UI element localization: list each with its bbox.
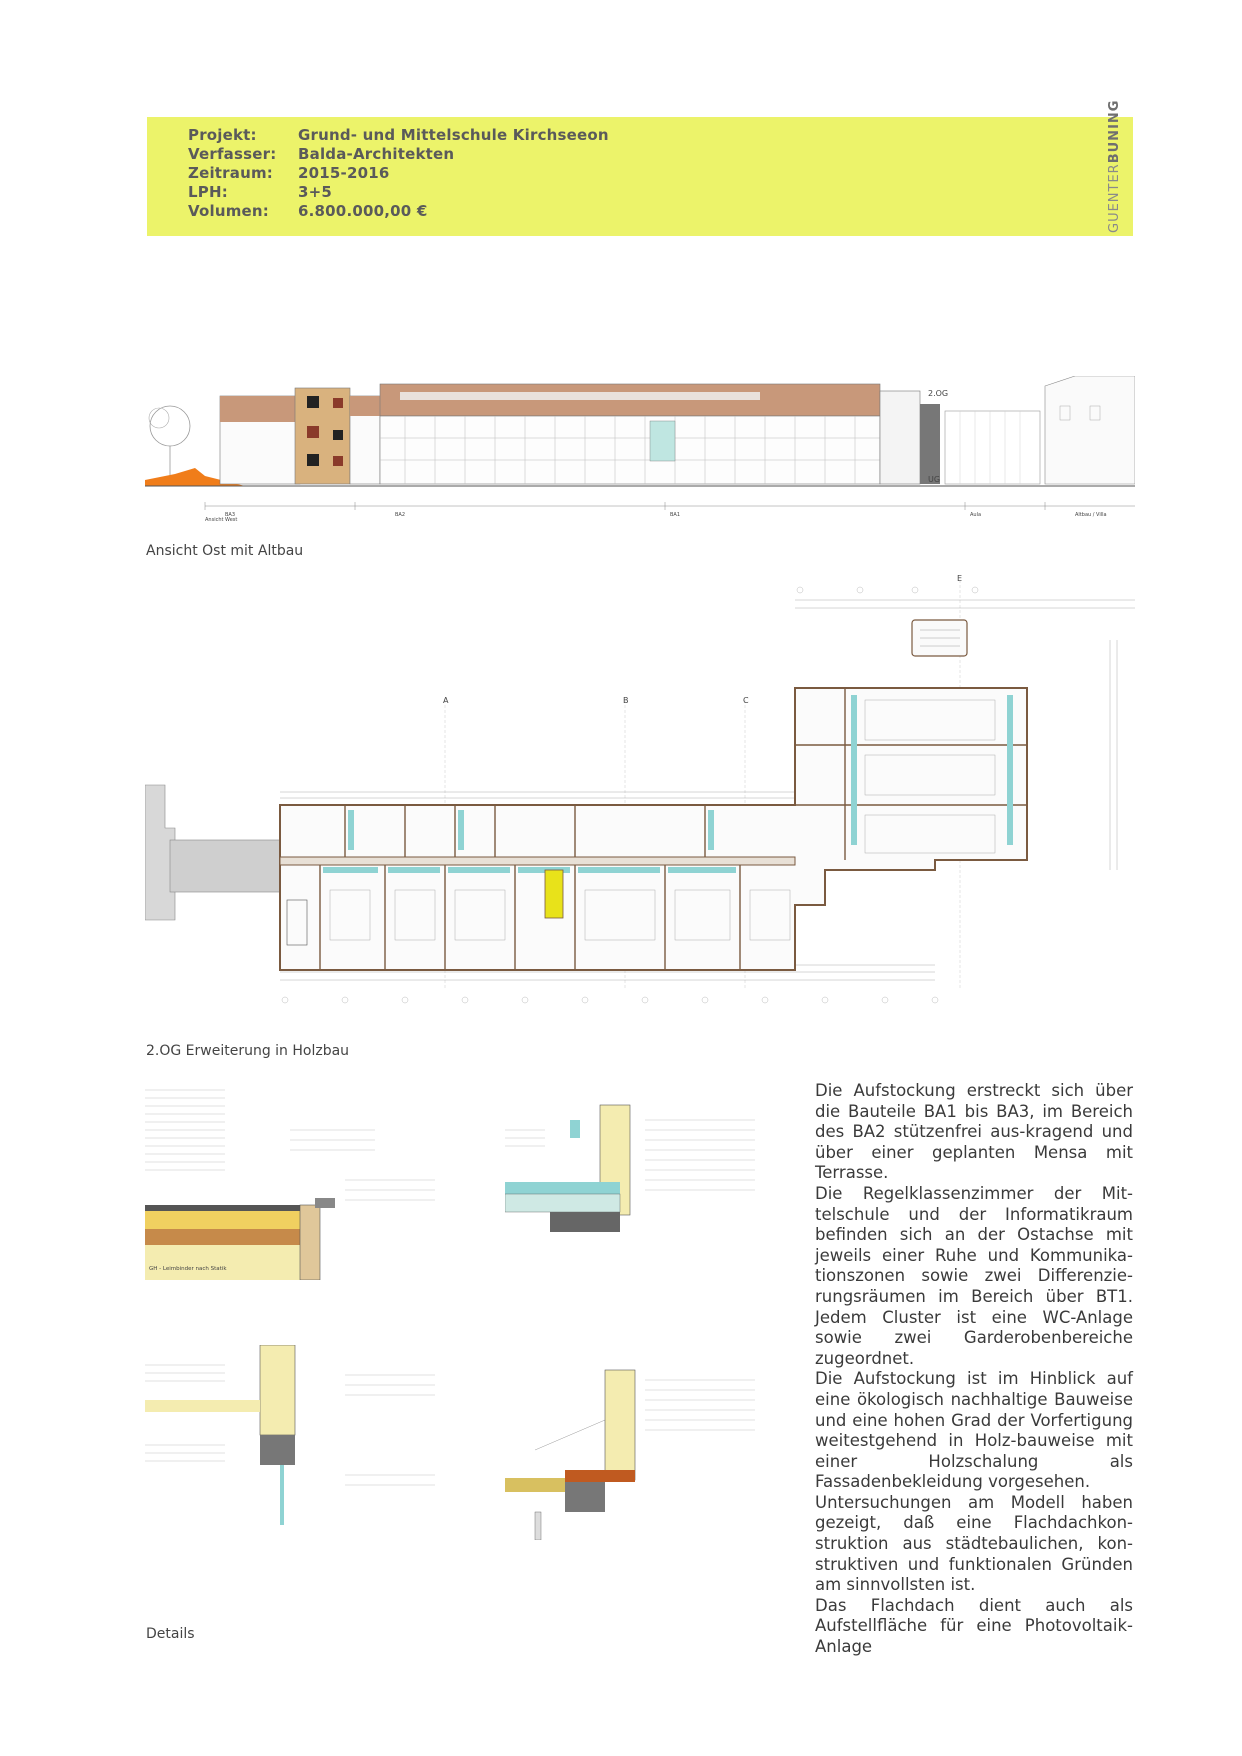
author-value: Balda-Architekten xyxy=(298,145,455,163)
detail-parapet xyxy=(505,1100,765,1270)
ba1-label: BA1 xyxy=(670,512,681,518)
brand-second: BUNING xyxy=(1107,99,1122,164)
volume-row xyxy=(188,202,609,221)
detail-roof-eave xyxy=(145,1080,445,1280)
author-row xyxy=(188,145,609,164)
wall-base-block xyxy=(260,1435,295,1465)
parapet-glass xyxy=(505,1182,620,1194)
lph-label: LPH: xyxy=(188,183,228,201)
terrace-slab xyxy=(505,1478,565,1492)
aula-label: Aula xyxy=(970,512,982,518)
period-value: 2015-2016 xyxy=(298,164,390,182)
axis-a: A xyxy=(443,696,449,705)
project-label: Projekt: xyxy=(188,126,257,144)
elevation-caption: Ansicht Ost mit Altbau xyxy=(146,543,304,559)
volume-label: Volumen: xyxy=(188,202,269,220)
stair-core xyxy=(545,870,563,918)
lph-value: 3+5 xyxy=(298,183,333,201)
project-info xyxy=(188,126,609,221)
paragraph-3: Die Aufstockung ist im Hinblick auf eine ökologisch nachhaltige Bauweise und eine hohen Grad der Vorfertigung weitestgehend in Holz-bauweise mit einer Holzschalung als Fassadenbekleidung vorgesehen. xyxy=(815,1369,1133,1492)
elevation-ug-label: UG xyxy=(928,475,941,484)
brand-logo xyxy=(1107,99,1125,233)
paragraph-1: Die Aufstockung erstreckt sich über die Bauteile BA1 bis BA3, im Bereich des BA2 stützenfrei aus-kragend und über einer geplanten Mensa mit Terrasse. xyxy=(815,1081,1133,1183)
axis-c: C xyxy=(743,696,749,705)
author-label: Verfasser: xyxy=(188,145,277,163)
floorplan-drawing xyxy=(145,570,1135,1040)
brand-first: GUENTER xyxy=(1107,163,1122,233)
bridge xyxy=(170,840,285,892)
insulation-band xyxy=(145,1211,300,1229)
floorplan-caption: 2.OG Erweiterung in Holzbau xyxy=(146,1043,350,1059)
period-row xyxy=(188,164,609,183)
details-caption: Details xyxy=(146,1626,195,1642)
detail-terrace xyxy=(505,1360,765,1540)
ba2-label: BA2 xyxy=(395,512,406,518)
lph-row xyxy=(188,183,609,202)
period-label: Zeitraum: xyxy=(188,164,273,182)
plan-outline xyxy=(280,688,1027,970)
ansicht-label: Ansicht West xyxy=(205,517,238,522)
elevation-drawing xyxy=(145,376,1135,522)
ba3-label: BA3 xyxy=(225,512,236,518)
project-value: Grund- und Mittelschule Kirchseeon xyxy=(298,126,609,144)
window-band xyxy=(400,392,760,400)
volume-value: 6.800.000,00 € xyxy=(298,202,428,220)
axis-b: B xyxy=(623,696,629,705)
villa-outline xyxy=(1045,376,1135,484)
gh-label: GH - Leimbinder nach Statik xyxy=(149,1266,227,1272)
paragraph-2: Die Regelklassenzimmer der Mit-telschule und der Informatikraum befinden sich an der Ostachse mit jeweils einer Ruhe und Kommunika-tionszonen sowie zwei Differenzie-rungsräumen im Bereich über BT1. Jedem Cluster ist eine WC-Anlage sowie zwei Garderobenbereiche zugeordnet. xyxy=(815,1183,1133,1368)
paragraph-4: Untersuchungen am Modell haben gezeigt, daß eine Flachdachkon-struktion aus städtebaulichen, kon-struktiven und funktionalen Gründen am sinnvollsten ist. xyxy=(815,1492,1133,1595)
axis-e: E xyxy=(957,574,963,583)
project-banner xyxy=(147,99,1133,236)
detail-wall-base xyxy=(145,1345,445,1525)
elevation-og-label: 2.OG xyxy=(928,389,949,398)
altbau-label: Altbau / Villa xyxy=(1075,512,1107,518)
description-text xyxy=(815,1081,1133,1658)
aula-dark xyxy=(920,404,940,484)
project-row xyxy=(188,126,609,145)
paragraph-5: Das Flachdach dient auch als Aufstellfläche für eine Photovoltaik-Anlage xyxy=(815,1595,1133,1657)
